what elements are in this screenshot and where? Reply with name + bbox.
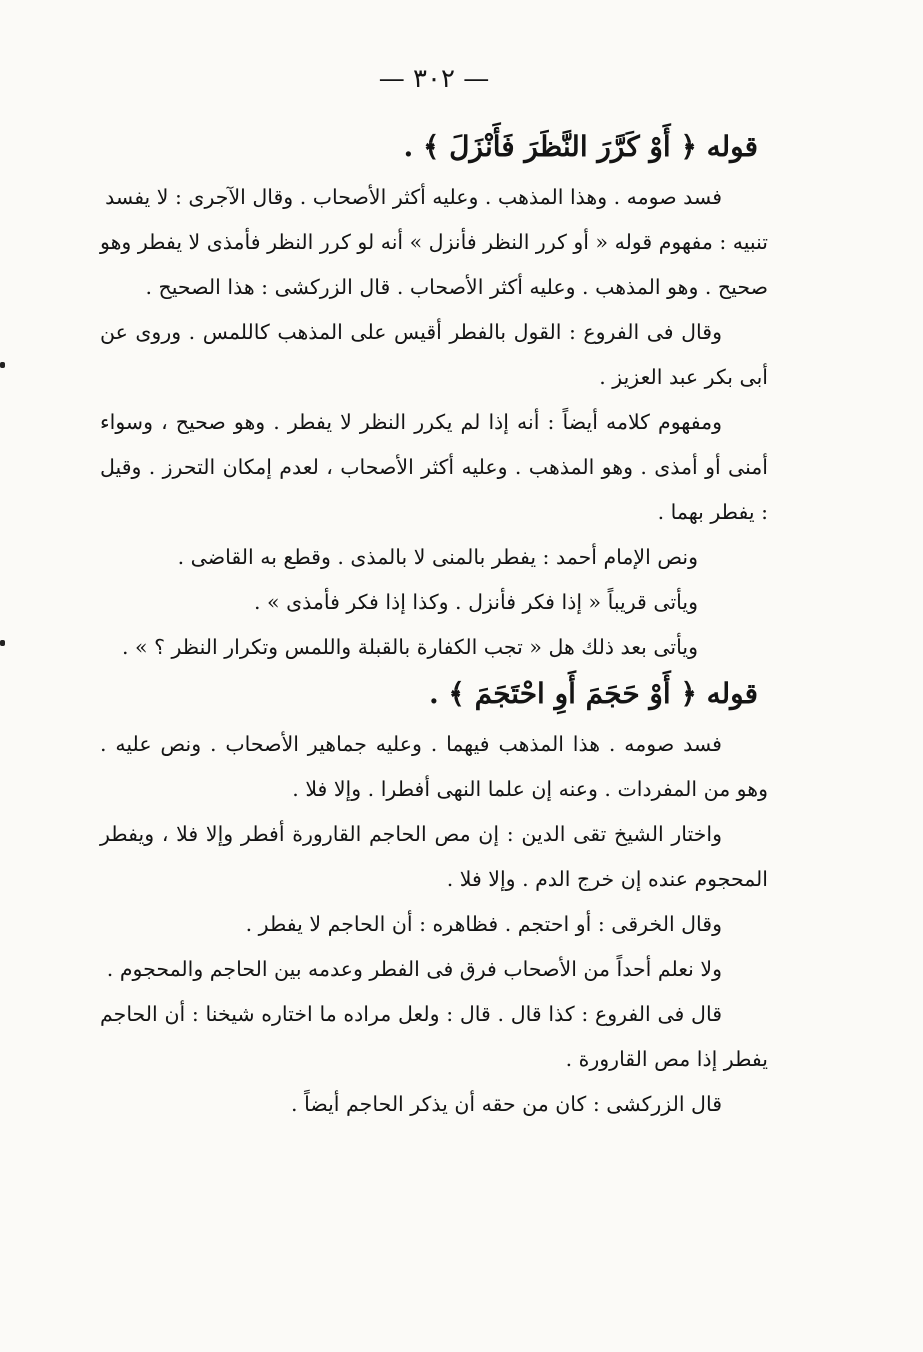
paragraph: فسد صومه . وهذا المذهب . وعليه أكثر الأصحاب . وقال الآجرى : لا يفسد xyxy=(105,185,722,209)
margin-mark-bottom xyxy=(0,640,5,646)
heading-kiss-repeat-look: قوله ﴿ أَوْ كَرَّرَ النَّظَرَ فَأَنْزَلَ ﴾ . xyxy=(403,130,758,163)
paragraph: فسد صومه . هذا المذهب فيهما . وعليه جماهير الأصحاب . ونص عليه . وهو من المفردات . وعنه إن علما النهى أفطرا . وإلا فلا . xyxy=(100,732,768,801)
paragraph: قال فى الفروع : كذا قال . قال : ولعل مراده ما اختاره شيخنا : أن الحاجم يفطر إذا مص القارورة . xyxy=(100,1002,768,1071)
paragraph: ويأتى قريباً « إذا فكر فأنزل . وكذا إذا فكر فأمذى » . xyxy=(253,590,698,614)
margin-mark-top xyxy=(0,362,5,368)
paragraph: واختار الشيخ تقى الدين : إن مص الحاجم القارورة أفطر وإلا فلا ، ويفطر المحجوم عنده إن خرج الدم . وإلا فلا . xyxy=(100,822,768,891)
paragraph: ونص الإمام أحمد : يفطر بالمنى لا بالمذى . وقطع به القاضى . xyxy=(177,545,698,569)
paragraph: وقال الخرقى : أو احتجم . فظاهره : أن الحاجم لا يفطر . xyxy=(245,912,722,936)
document-page xyxy=(100,55,768,1325)
paragraph: ومفهوم كلامه أيضاً : أنه إذا لم يكرر النظر لا يفطر . وهو صحيح ، وسواء أمنى أو أمذى . وهو المذهب . وعليه أكثر الأصحاب ، لعدم إمكان التحرز . وقيل : يفطر بهما . xyxy=(100,410,768,524)
paragraph: ولا نعلم أحداً من الأصحاب فرق فى الفطر وعدمه بين الحاجم والمحجوم . xyxy=(106,957,722,981)
paragraph: وقال فى الفروع : القول بالفطر أقيس على المذهب كاللمس . وروى عن أبى بكر عبد العزيز . xyxy=(100,320,768,389)
paragraph: تنبيه : مفهوم قوله « أو كرر النظر فأنزل » أنه لو كرر النظر فأمذى لا يفطر وهو صحيح . وهو المذهب . وعليه أكثر الأصحاب . قال الزركشى : هذا الصحيح . xyxy=(100,230,768,299)
paragraph: قال الزركشى : كان من حقه أن يذكر الحاجم أيضاً . xyxy=(291,1092,722,1116)
heading-cupping: قوله ﴿ أَوْ حَجَمَ أَوِ احْتَجَمَ ﴾ . xyxy=(428,677,758,710)
page-number: — ٣٠٢ — xyxy=(378,64,490,94)
paragraph: ويأتى بعد ذلك هل « تجب الكفارة بالقبلة واللمس وتكرار النظر ؟ » . xyxy=(121,635,698,659)
